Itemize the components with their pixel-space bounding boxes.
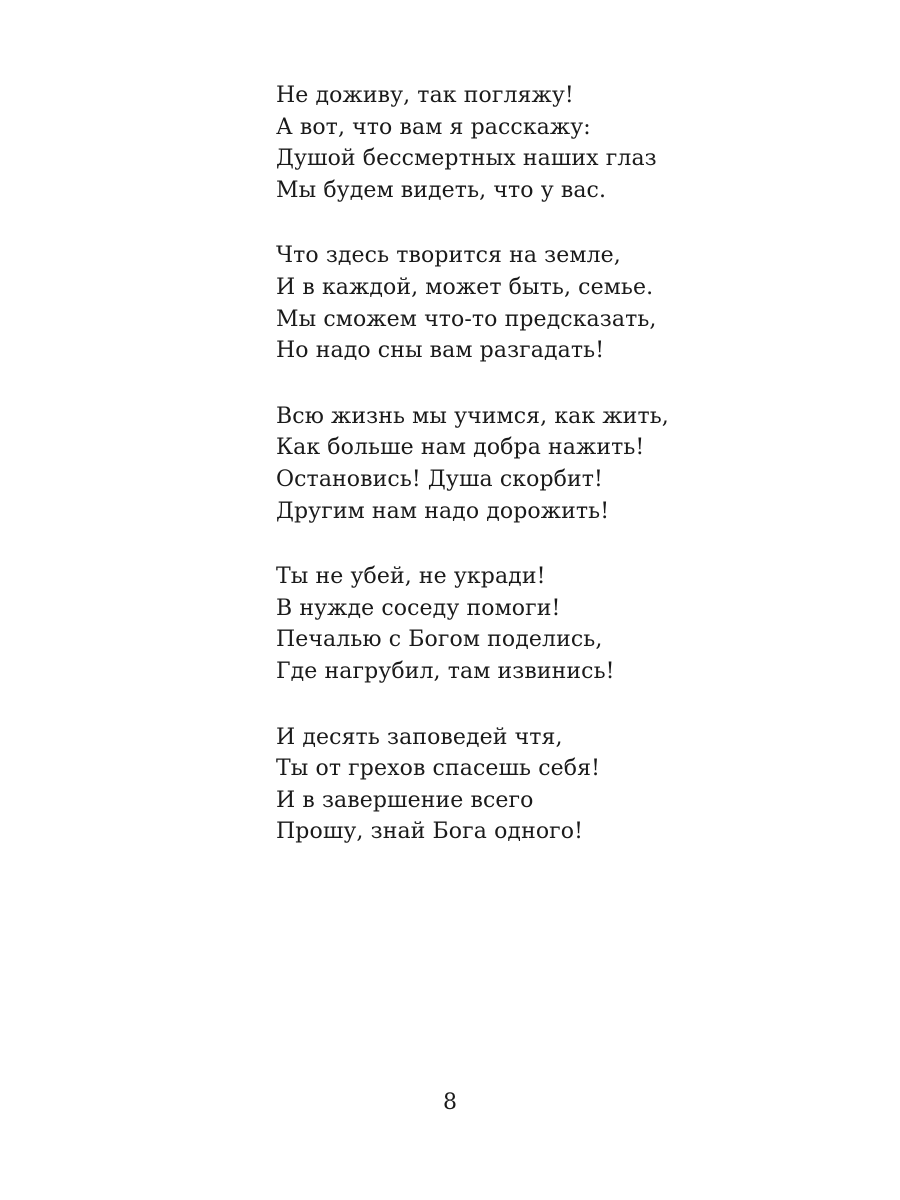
poem-line: И в завершение всего [276,787,534,813]
poem-line: Как больше нам добра нажить! [276,435,645,461]
page-number: 8 [443,1090,457,1115]
poem-line: Где нагрубил, там извинись! [276,658,615,684]
stanza-1 [276,80,836,206]
poem-line: Другим нам надо дорожить! [276,498,610,524]
poem-line: И десять заповедей чтя, [276,724,563,750]
poem-line: Печалью с Богом поделись, [276,627,603,653]
poem-line: Всю жизнь мы учимся, как жить, [276,403,669,429]
poem [276,80,836,882]
poem-line: Мы сможем что-то предсказать, [276,306,657,332]
poem-line: Ты от грехов спасешь себя! [276,756,601,782]
stanza-3 [276,401,836,527]
stanza-4 [276,561,836,687]
poem-line: Прошу, знай Бога одного! [276,819,584,845]
poem-line: Остановись! Душа скорбит! [276,466,603,492]
poem-line: И в каждой, может быть, семье. [276,274,654,300]
stanza-2 [276,240,836,366]
poem-line: Но надо сны вам разгадать! [276,338,605,364]
poem-line: Ты не убей, не укради! [276,564,546,590]
poem-line: В нужде соседу помоги! [276,595,561,621]
poem-line: Не доживу, так погляжу! [276,83,574,108]
poem-line: Душой бессмертных наших глаз [276,146,657,172]
poem-line: А вот, что вам я расскажу: [276,114,591,140]
poem-line: Что здесь творится на земле, [276,243,621,269]
poem-line: Мы будем видеть, что у вас. [276,177,607,203]
stanza-5 [276,722,836,848]
